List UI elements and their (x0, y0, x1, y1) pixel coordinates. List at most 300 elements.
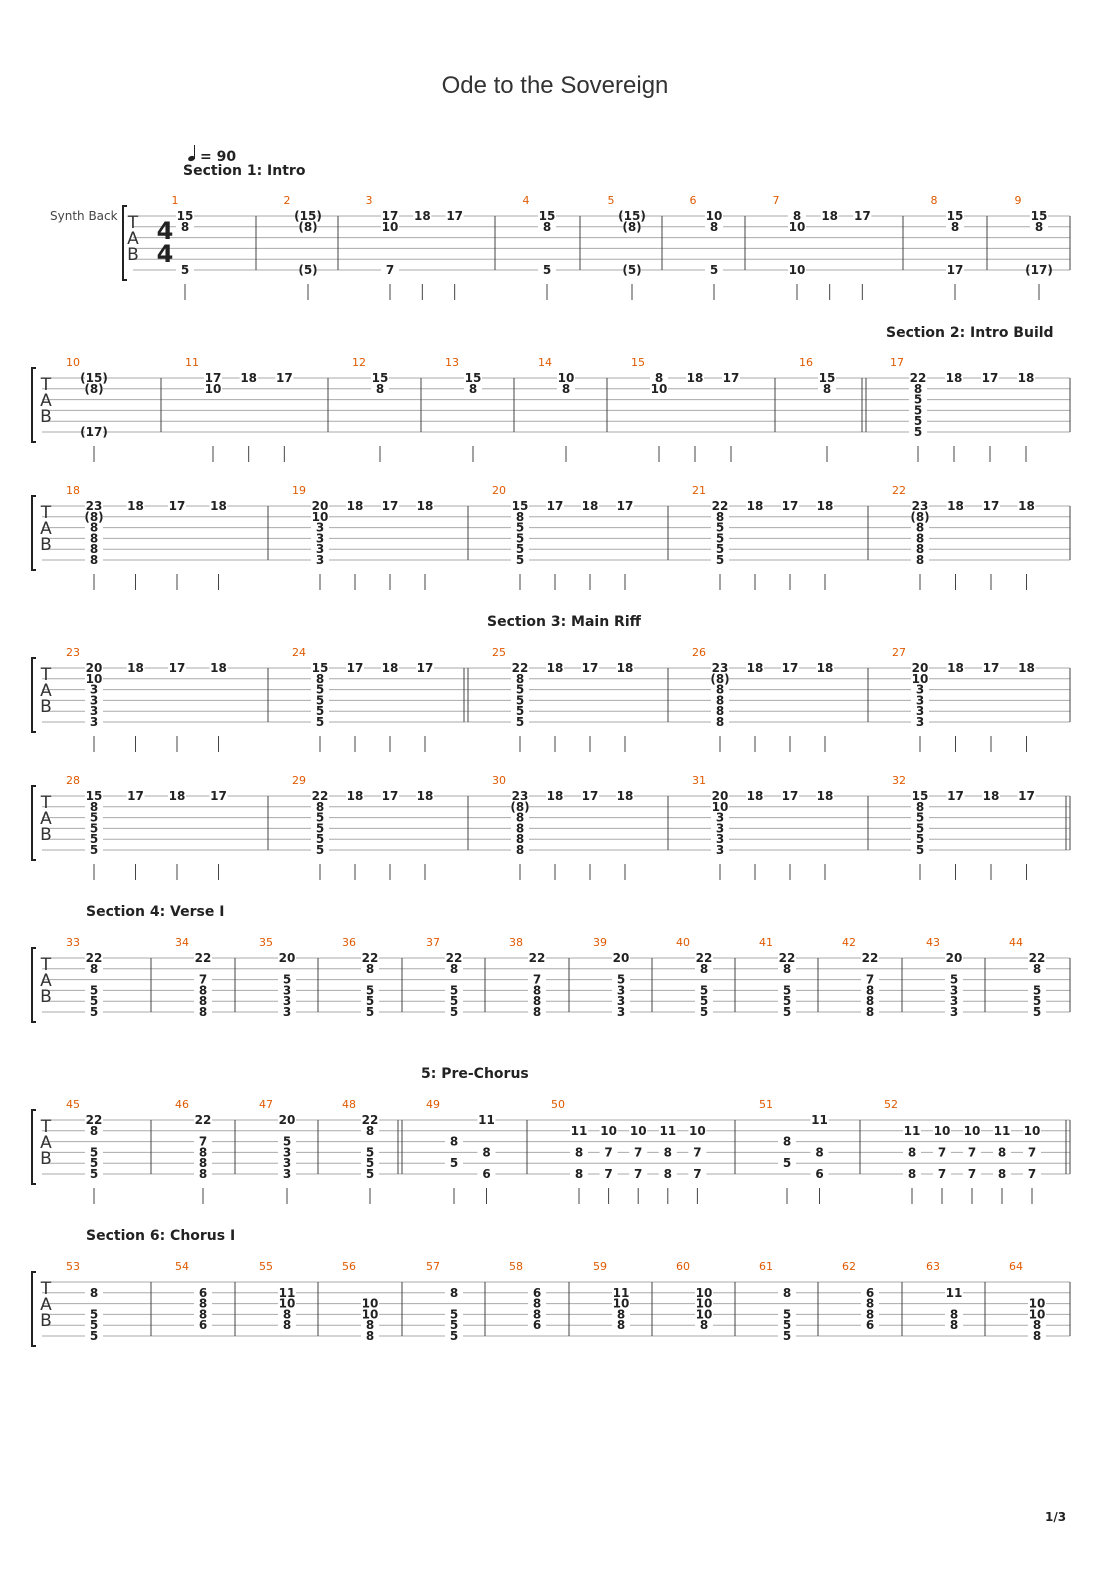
fret-number: 5 (89, 821, 99, 836)
tab-clef-letter: A (40, 519, 52, 539)
measure-number: 6 (689, 194, 697, 207)
fret-number: 8 (198, 994, 208, 1009)
measure-number: 27 (892, 646, 906, 659)
measure-number: 17 (890, 356, 904, 369)
fret-number: 5 (949, 972, 959, 987)
tab-clef-letter: T (40, 665, 52, 685)
fret-number: 8 (198, 1167, 208, 1181)
tab-clef-letter: T (40, 793, 52, 813)
fret-number: 23 (85, 499, 103, 513)
fret-number: 22 (778, 951, 796, 965)
fret-number: 8 (616, 1307, 626, 1322)
fret-number: 11 (278, 1285, 296, 1300)
fret-number: 11 (478, 1113, 495, 1127)
fret-number: 15 (176, 209, 194, 223)
fret-number: 3 (315, 553, 325, 567)
score-title: Ode to the Sovereign (441, 72, 669, 99)
fret-number: 8 (915, 520, 925, 535)
measure-number: 52 (884, 1098, 898, 1111)
fret-number: 18 (546, 789, 564, 803)
fret-number: 7 (967, 1145, 977, 1160)
measure-number: 18 (66, 484, 80, 497)
fret-number: 17 (210, 789, 227, 803)
tab-clef-letter: B (40, 697, 52, 717)
fret-number: 8 (515, 810, 525, 825)
fret-number: 5 (715, 520, 725, 535)
fret-number: 10 (689, 1123, 706, 1138)
measure-number: 23 (66, 646, 80, 659)
tab-clef-letter: T (40, 1117, 52, 1137)
fret-number: 5 (89, 1156, 99, 1171)
system-bracket (32, 658, 36, 732)
measure-number: 44 (1009, 936, 1023, 949)
section-label: Section 3: Main Riff (487, 614, 641, 630)
tab-clef-letter: A (40, 1295, 52, 1315)
fret-number: 5 (1032, 1005, 1042, 1019)
measure-number: 48 (342, 1098, 356, 1111)
fret-number: 10 (1028, 1307, 1046, 1322)
fret-number: 5 (515, 715, 525, 729)
measure-number: 63 (926, 1260, 940, 1273)
tab-clef-letter: A (40, 391, 52, 411)
tab-clef-letter: T (40, 503, 52, 523)
fret-number: 8 (89, 1123, 99, 1138)
fret-number: 18 (746, 661, 764, 675)
fret-number: 3 (89, 704, 99, 719)
track-name: Synth Back (50, 209, 118, 223)
fret-number: 5 (715, 553, 725, 567)
fret-number: 15 (946, 209, 964, 223)
fret-number: 15 (911, 789, 929, 803)
tab-clef-letter: A (40, 1133, 52, 1153)
fret-number: 7 (1027, 1145, 1037, 1160)
fret-number: 5 (315, 810, 325, 825)
fret-number: 8 (515, 821, 525, 836)
measure-number: 36 (342, 936, 356, 949)
fret-number: 8 (1032, 961, 1042, 976)
fret-number: 8 (198, 983, 208, 998)
fret-number: (8) (510, 799, 530, 814)
fret-number: 22 (861, 951, 879, 965)
fret-number: 3 (715, 821, 725, 836)
fret-number: (15) (294, 209, 322, 223)
measure-number: 15 (631, 356, 645, 369)
fret-number: 18 (210, 499, 227, 513)
fret-number: 3 (282, 1156, 292, 1171)
tab-clef-letter: B (40, 1311, 52, 1331)
measure-number: 61 (759, 1260, 773, 1273)
fret-number: 8 (532, 1005, 542, 1019)
fret-number: 17 (947, 789, 964, 803)
fret-number: 8 (949, 1307, 959, 1322)
fret-number: 15 (464, 371, 482, 385)
fret-number: 3 (715, 832, 725, 847)
fret-number: 8 (449, 1134, 459, 1149)
measure-number: 62 (842, 1260, 856, 1273)
fret-number: 3 (282, 983, 292, 998)
fret-number: 3 (616, 994, 626, 1009)
fret-number: (17) (80, 425, 108, 439)
fret-number: 17 (616, 499, 634, 513)
fret-number: 7 (198, 1134, 208, 1149)
fret-number: 7 (693, 1167, 702, 1181)
fret-number: 22 (194, 951, 212, 965)
fret-number: 8 (515, 671, 525, 686)
fret-number: 5 (782, 1329, 792, 1343)
measure-number: 16 (799, 356, 813, 369)
fret-number: 17 (346, 661, 364, 675)
fret-number: 6 (532, 1285, 542, 1300)
tab-system (32, 1272, 1070, 1346)
fret-number: 3 (282, 994, 292, 1009)
fret-number: 6 (865, 1318, 875, 1333)
fret-number: 7 (634, 1145, 643, 1160)
fret-number: 8 (865, 1005, 875, 1019)
fret-number: 18 (168, 789, 186, 803)
fret-number: 23 (911, 499, 929, 513)
fret-number: 5 (449, 1156, 459, 1171)
fret-number: 5 (782, 994, 792, 1009)
fret-number: 5 (365, 1005, 375, 1019)
tab-system (32, 1110, 1070, 1204)
fret-number: 10 (711, 799, 729, 814)
measure-number: 37 (426, 936, 440, 949)
fret-number: 5 (315, 682, 325, 697)
fret-number: 8 (782, 1285, 792, 1300)
fret-number: 18 (746, 789, 764, 803)
fret-number: 3 (715, 843, 725, 857)
fret-number: 8 (89, 531, 99, 546)
system-bracket (32, 496, 36, 570)
fret-number: 20 (945, 951, 963, 965)
fret-number: 22 (361, 1113, 379, 1127)
fret-number: 8 (822, 381, 832, 396)
fret-number: 17 (275, 371, 293, 385)
fret-number: 20 (612, 951, 630, 965)
fret-number: 5 (715, 542, 725, 557)
measure-number: 29 (292, 774, 306, 787)
fret-number: 7 (1027, 1167, 1037, 1181)
fret-number: 5 (365, 1145, 375, 1160)
fret-number: 8 (198, 1145, 208, 1160)
tab-system (32, 658, 1070, 752)
fret-number: 8 (865, 1296, 875, 1311)
fret-number: 8 (1032, 1329, 1042, 1343)
fret-number: 8 (949, 1318, 959, 1333)
measure-number: 32 (892, 774, 906, 787)
fret-number: 8 (865, 1307, 875, 1322)
fret-number: 18 (240, 371, 258, 385)
fret-number: 17 (168, 499, 186, 513)
fret-number: 8 (532, 1296, 542, 1311)
fret-number: 8 (282, 1318, 292, 1333)
fret-number: 5 (782, 1307, 792, 1322)
tab-clef-letter: B (40, 825, 52, 845)
fret-number: 3 (915, 693, 925, 708)
tab-clef-letter: A (40, 971, 52, 991)
fret-number: 5 (699, 994, 709, 1009)
fret-number: 7 (937, 1145, 947, 1160)
fret-number: 8 (815, 1145, 824, 1160)
fret-number: 5 (915, 810, 925, 825)
fret-number: 8 (574, 1167, 584, 1181)
fret-number: 8 (699, 1318, 709, 1333)
fret-number: 17 (722, 371, 740, 385)
measure-number: 13 (445, 356, 459, 369)
fret-number: 15 (538, 209, 556, 223)
fret-number: 17 (381, 209, 399, 223)
fret-number: 18 (945, 371, 963, 385)
fret-number: 10 (629, 1123, 647, 1138)
fret-number: 5 (282, 1134, 292, 1149)
fret-number: 8 (699, 961, 709, 976)
fret-number: 5 (89, 1005, 99, 1019)
fret-number: 18 (416, 499, 434, 513)
fret-number: 3 (89, 682, 99, 697)
fret-number: (8) (84, 509, 104, 524)
fret-number: 8 (198, 1307, 208, 1322)
tab-clef-letter: A (40, 809, 52, 829)
fret-number: 8 (482, 1145, 491, 1160)
fret-number: 8 (515, 843, 525, 857)
fret-number: 11 (945, 1285, 963, 1300)
fret-number: 7 (634, 1167, 643, 1181)
measure-number: 41 (759, 936, 773, 949)
fret-number: 7 (385, 263, 395, 277)
fret-number: 5 (515, 682, 525, 697)
fret-number: 22 (194, 1113, 212, 1127)
tab-clef-letter: T (40, 955, 52, 975)
fret-number: 5 (1032, 983, 1042, 998)
fret-number: 22 (711, 499, 729, 513)
tab-system (32, 496, 1070, 590)
fret-number: 18 (346, 789, 364, 803)
fret-number: 8 (915, 531, 925, 546)
fret-number: 17 (946, 263, 964, 277)
fret-number: 18 (413, 209, 431, 223)
fret-number: 8 (515, 832, 525, 847)
fret-number: (8) (710, 671, 730, 686)
measure-number: 45 (66, 1098, 80, 1111)
fret-number: 8 (89, 961, 99, 976)
fret-number: 5 (180, 263, 190, 277)
fret-number: 8 (1032, 1318, 1042, 1333)
fret-number: 5 (449, 1329, 459, 1343)
fret-number: 6 (865, 1285, 875, 1300)
fret-number: 20 (911, 661, 929, 675)
measure-number: 20 (492, 484, 506, 497)
fret-number: 8 (532, 1307, 542, 1322)
fret-number: 10 (311, 509, 329, 524)
measure-number: 25 (492, 646, 506, 659)
fret-number: 17 (168, 661, 186, 675)
fret-number: 8 (907, 1145, 917, 1160)
fret-number: 17 (853, 209, 871, 223)
fret-number: 5 (782, 983, 792, 998)
fret-number: 22 (1028, 951, 1046, 965)
fret-number: 18 (816, 661, 834, 675)
fret-number: 18 (616, 789, 634, 803)
fret-number: 5 (515, 531, 525, 546)
fret-number: 17 (981, 371, 999, 385)
fret-number: (17) (1025, 263, 1053, 277)
fret-number: 5 (709, 263, 719, 277)
fret-number: 10 (695, 1285, 713, 1300)
tab-clef-letter: B (40, 407, 52, 427)
measure-number: 47 (259, 1098, 273, 1111)
fret-number: 10 (788, 219, 806, 234)
measure-number: 30 (492, 774, 506, 787)
fret-number: 18 (381, 661, 399, 675)
fret-number: 8 (654, 371, 664, 385)
fret-number: 5 (89, 1329, 99, 1343)
fret-number: 5 (89, 810, 99, 825)
fret-number: 3 (949, 983, 959, 998)
fret-number: 8 (89, 553, 99, 567)
tab-clef-letter: B (40, 535, 52, 555)
fret-number: 5 (515, 693, 525, 708)
fret-number: 5 (515, 520, 525, 535)
fret-number: 11 (993, 1123, 1011, 1138)
fret-number: 5 (315, 693, 325, 708)
system-bracket (32, 786, 36, 860)
fret-number: 5 (913, 392, 923, 407)
tab-clef-letter: T (127, 213, 139, 233)
fret-number: 8 (89, 1285, 99, 1300)
tab-clef-letter: T (40, 1279, 52, 1299)
measure-number: 2 (283, 194, 291, 207)
fret-number: 11 (659, 1123, 677, 1138)
fret-number: 8 (89, 520, 99, 535)
fret-number: 5 (365, 1167, 375, 1181)
fret-number: 15 (371, 371, 389, 385)
measure-number: 3 (365, 194, 373, 207)
fret-number: 3 (282, 1005, 292, 1019)
fret-number: 5 (365, 983, 375, 998)
section-label: 5: Pre-Chorus (421, 1066, 529, 1082)
fret-number: 5 (315, 843, 325, 857)
fret-number: 8 (663, 1145, 672, 1160)
measure-number: 55 (259, 1260, 273, 1273)
fret-number: 7 (604, 1167, 613, 1181)
fret-number: 8 (365, 1329, 375, 1343)
fret-number: 17 (581, 661, 599, 675)
fret-number: 17 (381, 499, 399, 513)
fret-number: 7 (967, 1167, 977, 1181)
fret-number: 5 (449, 1318, 459, 1333)
fret-number: 20 (278, 1113, 296, 1127)
fret-number: 10 (695, 1307, 713, 1322)
fret-number: 3 (949, 1005, 959, 1019)
fret-number: 8 (950, 219, 960, 234)
fret-number: 10 (933, 1123, 951, 1138)
system-bracket (32, 1110, 36, 1184)
fret-number: 18 (616, 661, 634, 675)
fret-number: 8 (89, 542, 99, 557)
fret-number: 5 (315, 704, 325, 719)
fret-number: 3 (89, 715, 99, 729)
measure-number: 58 (509, 1260, 523, 1273)
fret-number: 10 (557, 371, 575, 385)
fret-number: 5 (449, 1005, 459, 1019)
fret-number: 8 (865, 994, 875, 1009)
tab-clef-letter: A (127, 229, 139, 249)
tab-system (32, 948, 1070, 1022)
fret-number: 5 (282, 972, 292, 987)
measure-number: 24 (292, 646, 306, 659)
measure-number: 50 (551, 1098, 565, 1111)
measure-number: 51 (759, 1098, 773, 1111)
fret-number: 18 (1018, 661, 1035, 675)
measure-number: 56 (342, 1260, 356, 1273)
measure-number: 33 (66, 936, 80, 949)
fret-number: 17 (546, 499, 564, 513)
fret-number: 10 (650, 381, 668, 396)
fret-number: 5 (913, 403, 923, 418)
fret-number: (15) (80, 371, 108, 385)
measure-number: 54 (175, 1260, 189, 1273)
measure-number: 12 (352, 356, 366, 369)
fret-number: 6 (482, 1167, 491, 1181)
fret-number: 18 (821, 209, 839, 223)
fret-number: 17 (1018, 789, 1035, 803)
measure-number: 28 (66, 774, 80, 787)
fret-number: 8 (997, 1145, 1007, 1160)
measure-number: 43 (926, 936, 940, 949)
fret-number: 18 (210, 661, 227, 675)
fret-number: 18 (686, 371, 704, 385)
measure-number: 35 (259, 936, 273, 949)
system-bracket (32, 1272, 36, 1346)
fret-number: 15 (511, 499, 529, 513)
fret-number: 8 (913, 381, 923, 396)
fret-number: 3 (282, 1145, 292, 1160)
fret-number: 5 (782, 1318, 792, 1333)
measure-number: 11 (185, 356, 199, 369)
fret-number: 23 (711, 661, 729, 675)
fret-number: 7 (937, 1167, 947, 1181)
fret-number: 5 (915, 821, 925, 836)
measure-number: 42 (842, 936, 856, 949)
fret-number: 10 (278, 1296, 296, 1311)
measure-number: 7 (772, 194, 780, 207)
fret-number: 8 (915, 799, 925, 814)
fret-number: 3 (315, 531, 325, 546)
measure-number: 64 (1009, 1260, 1023, 1273)
fret-number: 18 (127, 661, 144, 675)
measure-number: 57 (426, 1260, 440, 1273)
fret-number: 20 (85, 661, 103, 675)
fret-number: (5) (298, 263, 318, 277)
fret-number: 5 (449, 983, 459, 998)
fret-number: 3 (89, 693, 99, 708)
measure-number: 4 (522, 194, 530, 207)
fret-number: 22 (528, 951, 546, 965)
fret-number: 7 (532, 972, 542, 987)
fret-number: 18 (816, 789, 834, 803)
section-label: Section 6: Chorus I (86, 1228, 236, 1244)
fret-number: 17 (446, 209, 464, 223)
fret-number: 17 (781, 661, 799, 675)
fret-number: (8) (84, 381, 104, 396)
fret-number: 15 (1030, 209, 1048, 223)
fret-number: 22 (361, 951, 379, 965)
fret-number: 18 (416, 789, 434, 803)
measure-number: 14 (538, 356, 552, 369)
fret-number: 8 (715, 682, 725, 697)
fret-number: 3 (915, 715, 925, 729)
fret-number: 5 (315, 832, 325, 847)
